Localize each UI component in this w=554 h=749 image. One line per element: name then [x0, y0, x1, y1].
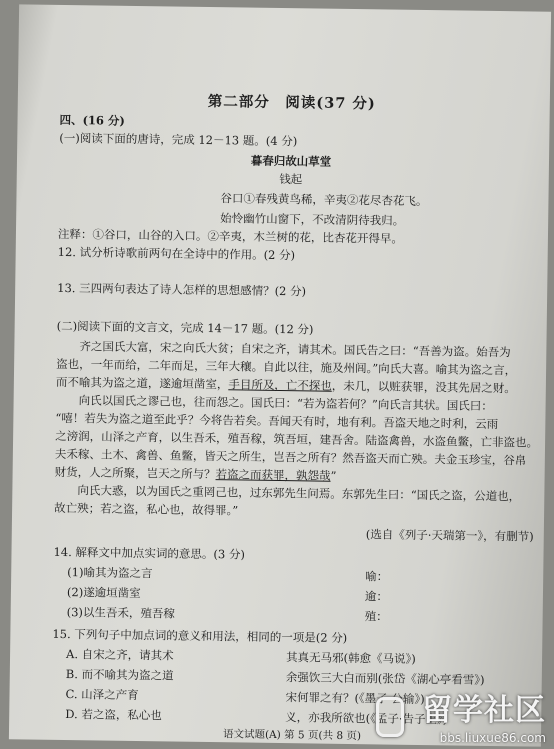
- passage-line: “嘻！若失为盗之道至此乎？今将告若矣。吾闻天有时，地有利。吾盗天地之时利，云雨: [55, 410, 499, 432]
- passage-line-with-underline: [55, 465, 337, 483]
- passage-line: 夫禾稼、土木、禽兽、鱼鳖，皆天之所生，岂吾之所有？然吾盗天而亡殃。夫金玉珍宝，谷帛: [54, 446, 527, 468]
- passage-line: 齐之国氏大富，宋之向氏大贫；自宋之齐，请其术。国氏告之曰：“吾善为盗。始吾为: [56, 338, 511, 360]
- q14-item-3: (3)以生吾禾，殖吾稼: [66, 605, 176, 621]
- q14-answer-1: 喻：: [365, 569, 389, 584]
- q14-item-1: (1)喻其为盗之言: [67, 565, 153, 581]
- exam-paper: [9, 4, 551, 746]
- question-12: 12. 试分析诗歌前两句在全诗中的作用。(2 分): [57, 244, 296, 263]
- question-14: 14. 解释文中加点实词的意思。(3 分): [53, 544, 245, 562]
- passage-line: 向氏大惑，以为国氏之重罔己也，过东郭先生问焉。东郭先生曰：“国氏之盗，公道也，: [54, 482, 521, 504]
- passage-text: 而不喻其为盗之道，遂逾垣凿室，: [55, 374, 229, 392]
- question-group-header: 四、(16 分): [59, 112, 126, 128]
- poem-title: 暮春归故山草堂: [250, 153, 332, 169]
- poem-note: 注释：①谷口，山谷的入口。②辛夷，木兰树的花，比杏花开得早。: [57, 226, 404, 246]
- passage-source: (选自《列子·天瑞第一》，有删节): [365, 527, 534, 544]
- part1-instruction: (一)阅读下面的唐诗，完成 12－13 题。(4 分): [59, 130, 298, 149]
- q15-option-d: D. 若之盗，私心也: [65, 707, 162, 723]
- poem-line-2: 始怜幽竹山窗下，不改清阴待我归。: [220, 211, 405, 228]
- q14-answer-3: 殖：: [364, 609, 388, 624]
- passage-line: 向氏以国氏之谬己也，往而怨之。国氏曰：“若为盗若何？”向氏言其状。国氏曰：: [55, 392, 493, 413]
- poem-author: 钱起: [279, 171, 303, 187]
- watermark-brand: 留学社区: [422, 693, 546, 728]
- passage-text: 财货，人之所聚，岂天之所与？: [54, 464, 216, 482]
- q14-answer-2: 逾：: [364, 589, 389, 604]
- question-15: 15. 下列句子中加点词的意义和用法，相同的一项是(2 分): [52, 626, 348, 645]
- passage-text: ，未几，以赃获罪，没其先居之财。: [331, 378, 516, 396]
- q15-option-b-compare: 余强饮三大白而别(张岱《湖心亭看雪》): [285, 670, 485, 687]
- q15-option-b: B. 而不喻其为盗之道: [65, 667, 174, 683]
- question-13: 13. 三四两句表达了诗人怎样的思想感情？(2 分): [57, 280, 307, 299]
- watermark-url: bbs.liuxue86.com: [439, 731, 546, 745]
- q15-option-c: C. 山泽之产育: [65, 687, 139, 703]
- q15-option-a: A. 自宋之齐，请其术: [65, 647, 174, 663]
- passage-line-with-underline: [56, 375, 516, 395]
- passage-line: 盗也，一年而给，二年而足，三年大穰。自此以往，施及州闾。”向氏大喜。喻其为盗之言，: [56, 356, 517, 378]
- part2-instruction: (二)阅读下面的文言文，完成 14－17 题。(12 分): [56, 318, 314, 337]
- q15-option-c-compare: 宋何罪之有？(《墨子·公输》): [285, 690, 425, 707]
- poem-line-1: 谷口①春残黄鸟稀，辛夷②花尽杏花飞。: [220, 191, 428, 209]
- page-footer: 语文试题(A) 第 5 页(共 8 页): [222, 728, 362, 743]
- q15-option-d-compare: 义，亦我所欲也(《孟子·告子上》): [285, 710, 448, 727]
- passage-text: ”: [330, 468, 337, 483]
- passage-line: 故亡殃；若之盗，私心也，故得罪。”: [54, 500, 239, 518]
- underlined-sentence-1: 手目所及，亡不探也: [228, 377, 332, 393]
- underlined-sentence-2: 若盗之而获罪，孰怨哉: [215, 467, 331, 483]
- passage-line: 之滂润，山泽之产育，以生吾禾，殖吾稼，筑吾垣，建吾舍。陆盗禽兽，水盗鱼鳖，亡非盗也。: [55, 428, 539, 450]
- watermark-logo-icon: [376, 697, 404, 737]
- section-title: 第二部分 阅读(37 分): [207, 92, 376, 113]
- q15-option-a-compare: 其真无马邪(韩愈《马说》): [285, 650, 416, 666]
- q14-item-2: (2)遂逾垣凿室: [66, 585, 141, 601]
